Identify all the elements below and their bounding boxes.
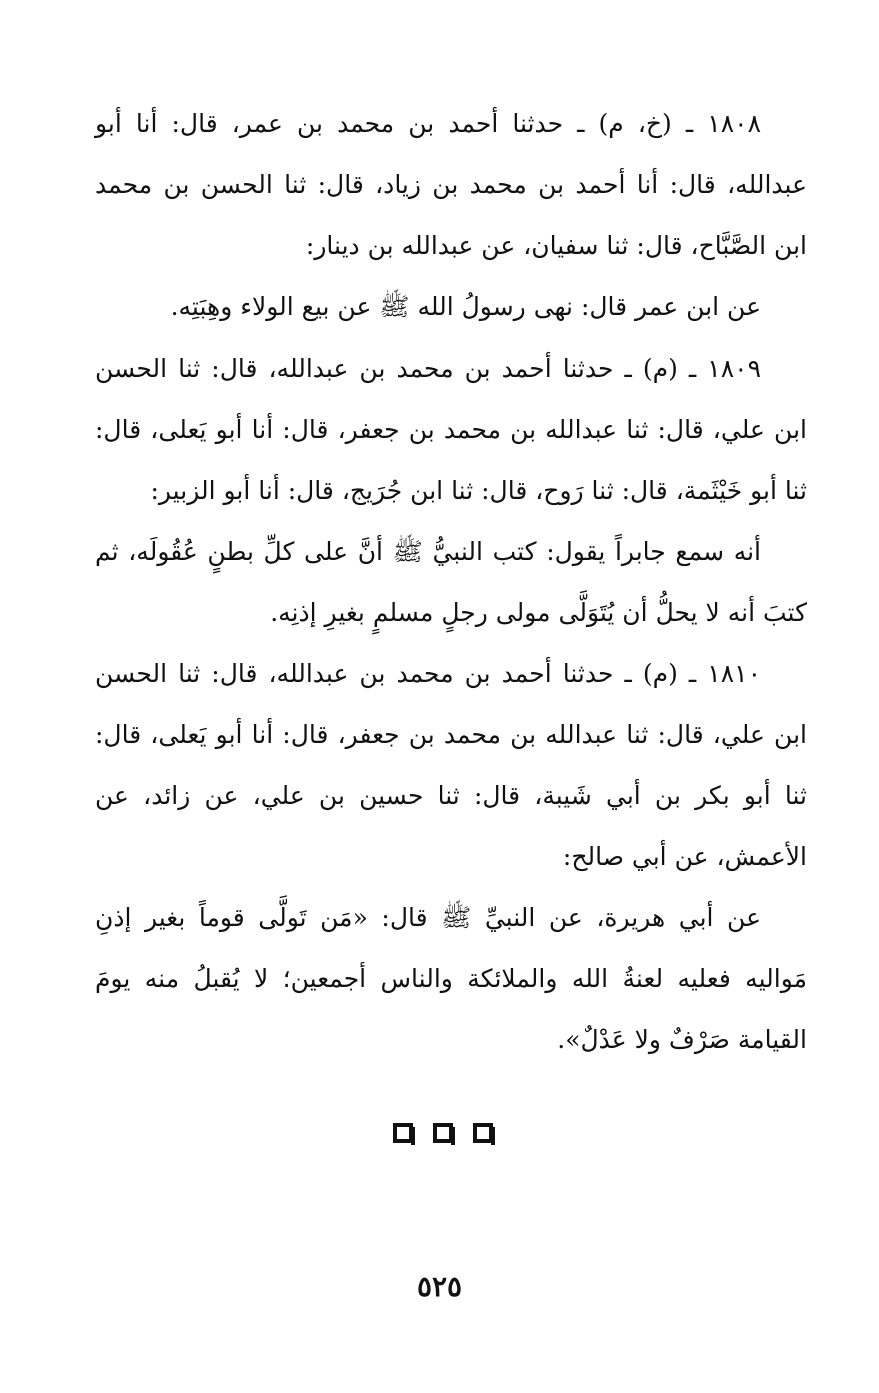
square-ornament-icon bbox=[393, 1123, 413, 1143]
hadith-1808-isnad: ١٨٠٨ ـ (خ، م) ـ حدثنا أحمد بن محمد بن عمر، قال: أنا أبو عبدالله، قال: أنا أحمد بن محمد بن زياد، قال: ثنا الحسن بن محمد ابن الصَّبَّاح، قال: ثنا سفيان، عن عبدالله بن دينار: bbox=[95, 109, 807, 260]
three-squares-ornament-icon bbox=[393, 1118, 493, 1148]
square-ornament-icon bbox=[473, 1123, 493, 1143]
square-ornament-icon bbox=[433, 1123, 453, 1143]
hadith-1810-matn: عن أبي هريرة، عن النبيِّ ﷺ قال: «مَن تَولَّى قوماً بغير إذنِ مَواليه فعليه لعنةُ الله والملائكة والناس أجمعين؛ لا يُقبلُ منه يومَ القيامة صَرْفٌ ولا عَدْلٌ». bbox=[95, 903, 807, 1054]
page-number: ٥٢٥ bbox=[416, 1270, 463, 1303]
hadith-1808-matn: عن ابن عمر قال: نهى رسولُ الله ﷺ عن بيع الولاء وهِبَتِه. bbox=[170, 292, 761, 321]
hadith-1809-matn: أنه سمع جابراً يقول: كتب النبيُّ ﷺ أنَّ على كلِّ بطنٍ عُقُولَه، ثم كتبَ أنه لا يحلُّ أن يُتَوَلَّى مولى رجلٍ مسلمٍ بغيرِ إذنِه. bbox=[95, 537, 807, 627]
hadith-1810-isnad: ١٨١٠ ـ (م) ـ حدثنا أحمد بن محمد بن عبدالله، قال: ثنا الحسن ابن علي، قال: ثنا عبدالله بن محمد بن جعفر، قال: أنا أبو يَعلى، قال: ثنا أبو بكر بن أبي شَيبة، قال: ثنا حسين بن علي، عن زائد، عن الأعمش، عن أبي صالح: bbox=[95, 659, 807, 871]
hadith-1809-isnad: ١٨٠٩ ـ (م) ـ حدثنا أحمد بن محمد بن عبدالله، قال: ثنا الحسن ابن علي، قال: ثنا عبدالله بن محمد بن جعفر، قال: أنا أبو يَعلى، قال: ثنا أبو خَيْثَمة، قال: ثنا رَوح، قال: ثنا ابن جُرَيج، قال: أنا أبو الزبير: bbox=[95, 354, 807, 505]
